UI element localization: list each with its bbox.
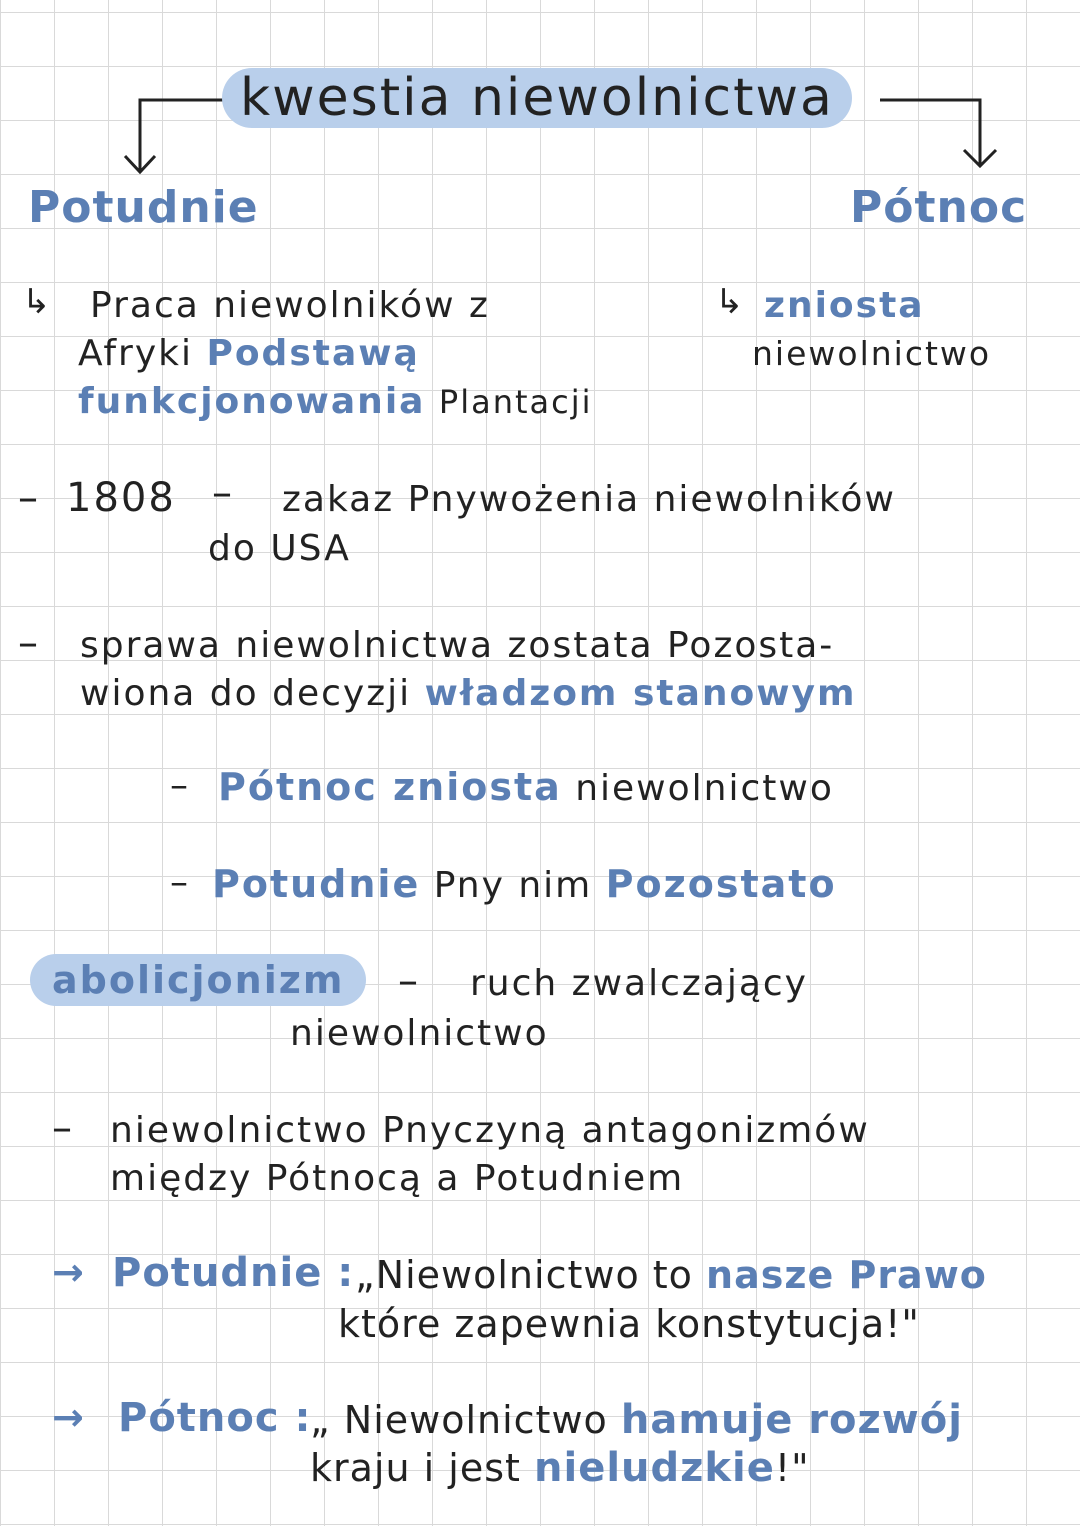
- quote-north-label: Pótnoc :: [118, 1395, 312, 1441]
- north-line-2: niewolnictwo: [752, 334, 992, 373]
- quote-south-line-2: które zapewnia konstytucja!": [338, 1302, 920, 1346]
- definition-dash: –: [398, 958, 420, 1004]
- bullet-dash: –: [52, 1105, 74, 1151]
- abolition-line-1: ruch zwalczający: [470, 963, 808, 1004]
- quote-north-line-2: kraju i jest nieludzkie!": [310, 1445, 810, 1491]
- north-heading: Pótnoc: [850, 182, 1028, 233]
- quote-north-line-1: „ Niewolnictwo hamuje rozwój: [310, 1397, 963, 1443]
- item-1808-line-1: zakaz Pnywożenia niewolników: [282, 479, 896, 520]
- south-line-3: funkcjonowania Plantacji: [78, 381, 593, 422]
- hook-arrow-icon: ↳: [22, 282, 53, 322]
- bullet-dash: –: [18, 475, 40, 521]
- sub-south-line: Potudnie Pny nim Pozostato: [212, 862, 837, 906]
- item-states-line-1: sprawa niewolnictwa zostata Pozosta-: [80, 625, 835, 666]
- sub-bullet-dash: –: [170, 765, 190, 806]
- south-line-2: Afryki Podstawą: [78, 333, 420, 374]
- quote-south-line-1: „Niewolnictwo to nasze Prawo: [355, 1253, 987, 1297]
- south-line-1: Praca niewolników z: [90, 285, 490, 326]
- item-states-line-2: wiona do decyzji władzom stanowym: [80, 673, 857, 714]
- sub-north-line: Pótnoc zniosta niewolnictwo: [218, 765, 834, 809]
- year-dash: –: [212, 470, 234, 516]
- abolition-line-2: niewolnictwo: [290, 1013, 549, 1054]
- abolition-term: abolicjonizm: [30, 954, 366, 1006]
- item-antagonism-line-1: niewolnictwo Pnyczyną antagonizmów: [110, 1110, 870, 1151]
- hook-arrow-icon: ↳: [715, 282, 746, 322]
- quote-south-label: Potudnie :: [112, 1250, 355, 1296]
- year-1808: 1808: [66, 475, 176, 521]
- south-heading: Potudnie: [28, 182, 259, 233]
- item-1808-line-2: do USA: [208, 528, 351, 569]
- bullet-dash: –: [18, 620, 40, 666]
- page-title: kwestia niewolnictwa: [222, 68, 852, 128]
- item-antagonism-line-2: między Pótnocą a Potudniem: [110, 1158, 685, 1199]
- sub-bullet-dash: –: [170, 862, 190, 903]
- arrow-right-icon: →: [52, 1250, 85, 1294]
- arrow-right-icon: →: [52, 1395, 85, 1439]
- north-line-1: zniosta: [764, 285, 925, 326]
